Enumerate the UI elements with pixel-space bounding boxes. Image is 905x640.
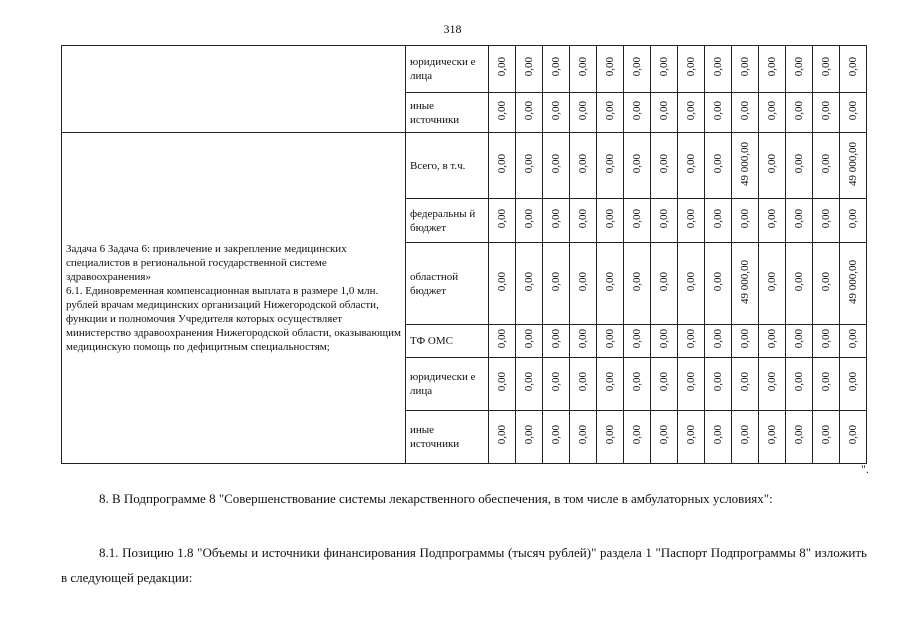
table-cell — [516, 411, 543, 464]
cell-value: 0,00 — [793, 329, 805, 349]
source-label: юридически е лица — [406, 358, 489, 411]
table-row — [62, 46, 867, 93]
table-cell — [705, 199, 732, 243]
cell-value: 0,00 — [604, 271, 616, 292]
source-label: федеральны й бюджет — [406, 199, 489, 243]
table-cell — [597, 46, 624, 93]
table-cell — [651, 358, 678, 411]
cell-value: 0,00 — [631, 153, 643, 174]
table-cell — [678, 358, 705, 411]
table-cell — [732, 46, 759, 93]
table-cell — [813, 199, 840, 243]
table-cell — [651, 133, 678, 199]
cell-value: 0,00 — [739, 425, 751, 445]
cell-value: 0,00 — [523, 271, 535, 292]
cell-value: 0,00 — [739, 100, 751, 121]
table-cell — [840, 133, 867, 199]
cell-value: 0,00 — [685, 329, 697, 349]
cell-value: 0,00 — [820, 100, 832, 121]
paragraph-8-1: 8.1. Позицию 1.8 "Объемы и источники финансирования Подпрограммы (тысяч рублей)" раздела 1 "Паспорт Подпрограммы 8" изложить в следующей редакции: — [61, 545, 867, 585]
cell-value: 0,00 — [685, 57, 697, 77]
table-cell — [840, 243, 867, 325]
table-cell — [489, 243, 516, 325]
cell-value: 0,00 — [631, 100, 643, 121]
cell-value: 0,00 — [631, 57, 643, 77]
cell-value: 0,00 — [577, 208, 589, 229]
table-cell — [651, 325, 678, 358]
cell-value: 0,00 — [847, 425, 859, 445]
table-cell — [678, 133, 705, 199]
table-cell — [624, 133, 651, 199]
cell-value: 49 000,00 — [739, 259, 751, 304]
table-cell — [597, 243, 624, 325]
cell-value: 0,00 — [658, 271, 670, 292]
cell-value: 0,00 — [604, 153, 616, 174]
table-cell — [651, 243, 678, 325]
cell-value: 0,00 — [712, 271, 724, 292]
cell-value: 0,00 — [496, 100, 508, 121]
table-cell — [516, 199, 543, 243]
cell-value: 0,00 — [712, 372, 724, 392]
table-cell — [570, 325, 597, 358]
table-cell — [624, 243, 651, 325]
table-cell — [489, 199, 516, 243]
cell-value: 0,00 — [631, 271, 643, 292]
cell-value: 0,00 — [523, 372, 535, 392]
cell-value: 0,00 — [685, 100, 697, 121]
source-label: областной бюджет — [406, 243, 489, 325]
page-number: 318 — [443, 22, 462, 36]
table-cell — [840, 46, 867, 93]
cell-value: 0,00 — [847, 57, 859, 77]
cell-value: 0,00 — [820, 57, 832, 77]
cell-value: 0,00 — [577, 425, 589, 445]
cell-value: 0,00 — [685, 208, 697, 229]
table-cell — [570, 46, 597, 93]
cell-value: 0,00 — [631, 329, 643, 349]
cell-value: 0,00 — [847, 100, 859, 121]
cell-value: 0,00 — [523, 100, 535, 121]
table-cell — [759, 199, 786, 243]
task-description — [62, 133, 406, 464]
table-cell — [759, 93, 786, 133]
table-cell — [759, 46, 786, 93]
cell-value: 0,00 — [739, 57, 751, 77]
cell-value: 0,00 — [820, 153, 832, 174]
table-cell — [732, 411, 759, 464]
table-cell — [597, 358, 624, 411]
table-cell — [597, 199, 624, 243]
cell-value: 0,00 — [496, 153, 508, 174]
cell-value: 0,00 — [712, 208, 724, 229]
cell-value: 0,00 — [793, 271, 805, 292]
table-cell — [570, 243, 597, 325]
cell-value: 0,00 — [658, 153, 670, 174]
table-cell — [732, 243, 759, 325]
table-cell — [840, 199, 867, 243]
table-cell — [678, 199, 705, 243]
cell-value: 0,00 — [685, 153, 697, 174]
table-cell — [678, 411, 705, 464]
closing-quote: ". — [861, 462, 869, 476]
cell-value: 0,00 — [658, 372, 670, 392]
cell-value: 0,00 — [496, 372, 508, 392]
cell-value: 0,00 — [658, 425, 670, 445]
table-cell — [786, 93, 813, 133]
table-cell — [543, 358, 570, 411]
cell-value: 0,00 — [631, 208, 643, 229]
cell-value: 0,00 — [496, 425, 508, 445]
cell-value: 0,00 — [496, 57, 508, 77]
table-cell — [759, 133, 786, 199]
table-cell — [732, 358, 759, 411]
cell-value: 0,00 — [685, 271, 697, 292]
table-cell — [786, 411, 813, 464]
cell-value: 0,00 — [739, 208, 751, 229]
cell-value: 49 000,00 — [847, 259, 859, 304]
cell-value: 0,00 — [712, 100, 724, 121]
table-cell — [705, 133, 732, 199]
cell-value: 0,00 — [820, 329, 832, 349]
table-cell — [570, 411, 597, 464]
table-cell — [651, 411, 678, 464]
table-cell — [705, 46, 732, 93]
cell-value: 0,00 — [523, 153, 535, 174]
table-cell — [786, 199, 813, 243]
table-cell — [786, 133, 813, 199]
cell-value: 0,00 — [766, 329, 778, 349]
cell-value: 0,00 — [685, 425, 697, 445]
cell-value: 0,00 — [631, 425, 643, 445]
table-cell — [516, 325, 543, 358]
cell-value: 0,00 — [766, 153, 778, 174]
cell-value: 0,00 — [550, 329, 562, 349]
cell-value: 0,00 — [658, 57, 670, 77]
cell-value: 0,00 — [712, 153, 724, 174]
table-cell — [543, 325, 570, 358]
table-row — [62, 133, 867, 199]
cell-value: 0,00 — [712, 329, 724, 349]
table-cell — [840, 325, 867, 358]
table-cell — [705, 325, 732, 358]
cell-value: 0,00 — [793, 208, 805, 229]
table-cell — [705, 243, 732, 325]
table-cell — [813, 243, 840, 325]
table-cell — [543, 411, 570, 464]
table-cell — [813, 411, 840, 464]
financing-table — [61, 45, 867, 464]
table-cell — [813, 358, 840, 411]
cell-value: 0,00 — [820, 208, 832, 229]
table-cell — [570, 358, 597, 411]
cell-value: 0,00 — [523, 425, 535, 445]
cell-value: 0,00 — [604, 329, 616, 349]
table-cell — [732, 93, 759, 133]
table-cell — [624, 93, 651, 133]
table-cell — [489, 358, 516, 411]
cell-value: 0,00 — [523, 57, 535, 77]
cell-value: 0,00 — [739, 372, 751, 392]
cell-value: 0,00 — [577, 329, 589, 349]
table-cell — [516, 46, 543, 93]
cell-value: 0,00 — [712, 57, 724, 77]
table-cell — [786, 46, 813, 93]
table-cell — [597, 133, 624, 199]
cell-value: 0,00 — [766, 100, 778, 121]
table-cell — [813, 325, 840, 358]
table-cell — [597, 411, 624, 464]
table-cell — [813, 133, 840, 199]
table-cell — [624, 411, 651, 464]
table-cell — [759, 325, 786, 358]
table-cell — [570, 199, 597, 243]
table-cell — [651, 93, 678, 133]
source-label: юридически е лица — [406, 46, 489, 93]
cell-value: 0,00 — [577, 153, 589, 174]
table-cell — [543, 243, 570, 325]
table-cell — [570, 93, 597, 133]
cell-value: 0,00 — [604, 208, 616, 229]
table-cell — [786, 358, 813, 411]
cell-value: 0,00 — [523, 329, 535, 349]
table-cell — [516, 133, 543, 199]
table-cell — [732, 199, 759, 243]
cell-value: 0,00 — [766, 372, 778, 392]
table-cell — [489, 133, 516, 199]
cell-value: 0,00 — [550, 372, 562, 392]
table-cell — [597, 325, 624, 358]
cell-value: 0,00 — [658, 100, 670, 121]
table-cell — [705, 358, 732, 411]
cell-value: 0,00 — [631, 372, 643, 392]
cell-value: 0,00 — [739, 329, 751, 349]
table-cell — [786, 325, 813, 358]
table-cell — [732, 325, 759, 358]
cell-value: 0,00 — [496, 271, 508, 292]
cell-value: 0,00 — [604, 100, 616, 121]
cell-value: 0,00 — [793, 57, 805, 77]
cell-value: 0,00 — [496, 208, 508, 229]
cell-value: 0,00 — [550, 153, 562, 174]
table-cell — [624, 199, 651, 243]
cell-value: 0,00 — [496, 329, 508, 349]
cell-value: 0,00 — [793, 100, 805, 121]
cell-value: 0,00 — [550, 271, 562, 292]
table-cell — [543, 93, 570, 133]
table-cell — [759, 411, 786, 464]
cell-value: 0,00 — [550, 425, 562, 445]
cell-value: 0,00 — [577, 271, 589, 292]
table-cell — [543, 133, 570, 199]
cell-value: 0,00 — [793, 153, 805, 174]
table-cell — [516, 93, 543, 133]
table-cell — [840, 411, 867, 464]
table-cell — [651, 46, 678, 93]
cell-value: 0,00 — [550, 208, 562, 229]
task-text: Задача 6 Задача 6: привлечение и закрепление медицинских специалистов в региональной государственной системе здравоохранения» 6.1. Единовременная компенсационная выплата в размере 1,0 млн. рублей врачам медицинских организаций Нижегородской области, функции и полномочия Учредителя которых осуществляет министерство здравоохранения Нижегородской области, оказывающим медицинскую помощь по дефицитным специальностям; — [66, 243, 401, 353]
cell-value: 49 000,00 — [847, 141, 859, 186]
cell-value: 0,00 — [766, 208, 778, 229]
cell-value: 0,00 — [766, 271, 778, 292]
cell-value: 0,00 — [847, 329, 859, 349]
table-cell — [759, 358, 786, 411]
cell-value: 0,00 — [712, 425, 724, 445]
table-cell — [678, 325, 705, 358]
cell-value: 0,00 — [685, 372, 697, 392]
cell-value: 0,00 — [604, 372, 616, 392]
table-cell — [570, 133, 597, 199]
table-cell — [732, 133, 759, 199]
table-cell — [651, 199, 678, 243]
cell-value: 0,00 — [793, 425, 805, 445]
cell-value: 0,00 — [550, 57, 562, 77]
cell-value: 0,00 — [658, 329, 670, 349]
cell-value: 0,00 — [550, 100, 562, 121]
table-cell — [516, 358, 543, 411]
table-cell — [489, 325, 516, 358]
table-cell — [786, 243, 813, 325]
paragraph-8: 8. В Подпрограмме 8 "Совершенствование системы лекарственного обеспечения, в том числе в амбулаторных условиях": — [99, 491, 773, 506]
table-cell — [489, 46, 516, 93]
cell-value: 0,00 — [577, 372, 589, 392]
cell-value: 0,00 — [658, 208, 670, 229]
table-cell — [678, 93, 705, 133]
cell-value: 49 000,00 — [739, 141, 751, 186]
cell-value: 0,00 — [847, 372, 859, 392]
table-cell — [840, 358, 867, 411]
cell-value: 0,00 — [604, 425, 616, 445]
table-cell — [624, 46, 651, 93]
empty-task-cell — [62, 46, 406, 133]
table-cell — [624, 358, 651, 411]
table-cell — [597, 93, 624, 133]
table-cell — [813, 46, 840, 93]
table-cell — [813, 93, 840, 133]
cell-value: 0,00 — [604, 57, 616, 77]
source-label: иные источники — [406, 93, 489, 133]
cell-value: 0,00 — [766, 425, 778, 445]
cell-value: 0,00 — [577, 57, 589, 77]
table-cell — [516, 243, 543, 325]
source-label: иные источники — [406, 411, 489, 464]
cell-value: 0,00 — [766, 57, 778, 77]
cell-value: 0,00 — [793, 372, 805, 392]
cell-value: 0,00 — [577, 100, 589, 121]
table-cell — [678, 46, 705, 93]
cell-value: 0,00 — [820, 372, 832, 392]
table-cell — [840, 93, 867, 133]
table-cell — [543, 199, 570, 243]
source-label: Всего, в т.ч. — [406, 133, 489, 199]
cell-value: 0,00 — [847, 208, 859, 229]
cell-value: 0,00 — [523, 208, 535, 229]
cell-value: 0,00 — [820, 271, 832, 292]
table-cell — [705, 411, 732, 464]
cell-value: 0,00 — [820, 425, 832, 445]
table-cell — [705, 93, 732, 133]
table-cell — [759, 243, 786, 325]
table-cell — [489, 411, 516, 464]
table-cell — [624, 325, 651, 358]
table-cell — [489, 93, 516, 133]
source-label: ТФ ОМС — [406, 325, 489, 358]
table-cell — [543, 46, 570, 93]
table-cell — [678, 243, 705, 325]
